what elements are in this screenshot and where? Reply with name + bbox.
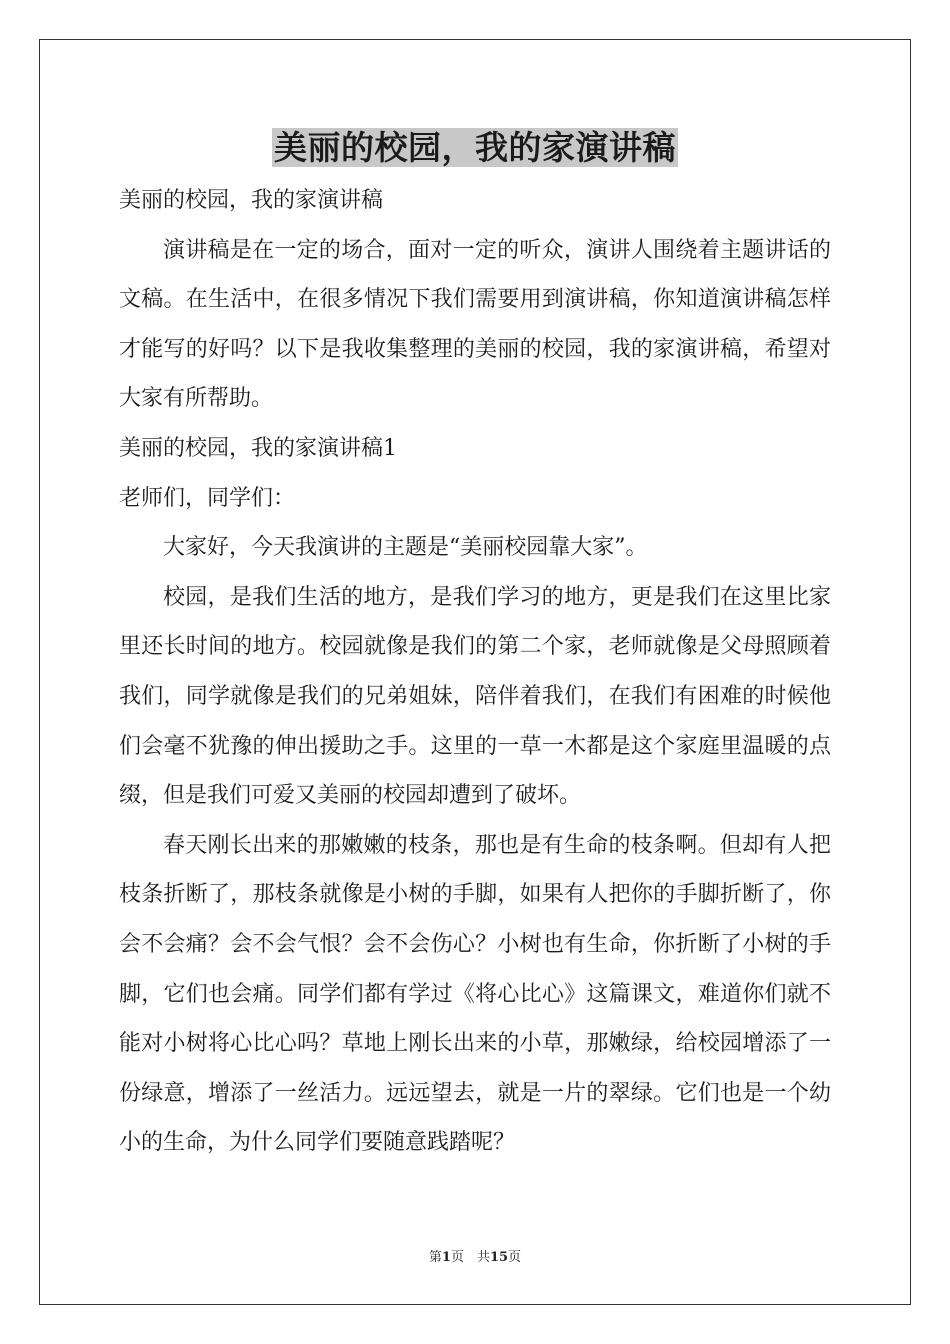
- section-heading: 美丽的校园，我的家演讲稿1: [119, 435, 397, 461]
- document-subtitle: 美丽的校园，我的家演讲稿: [119, 188, 384, 213]
- page-number-suffix: 页: [508, 1250, 522, 1265]
- body-paragraph-1: 校园，是我们生活的地方，是我们学习的地方，更是我们在这里比家里还长时间的地方。校园就像是我们的第二个家，老师就像是父母照顾着我们，同学就像是我们的兄弟姐妹，陪伴着我们，在我们有困难的时候他们会毫不犹豫的伸出援助之手。这里的一草一木都是这个家庭里温暖的点缀，但是我们可爱又美丽的校园却遭到了破坏。: [119, 584, 831, 809]
- page-number-prefix: 第: [428, 1250, 442, 1265]
- page-number-middle: 页 共: [450, 1250, 490, 1265]
- salutation: 老师们，同学们：: [119, 485, 296, 511]
- page-number-current: 1: [441, 1250, 451, 1265]
- body-paragraph-2: 春天刚长出来的那嫩嫩的枝条，那也是有生命的枝条啊。但却有人把枝条折断了，那枝条就像是小树的手脚，如果有人把你的手脚折断了，你会不会痛？会不会气恨？会不会伤心？小树也有生命，你折断了小树的手脚，它们也会痛。同学们都有学过《将心比心》这篇课文，难道你们就不能对小树将心比心吗？草地上刚长出来的小草，那嫩绿，给校园增添了一份绿意，增添了一丝活力。远远望去，就是一片的翠绿。它们也是一个幼小的生命，为什么同学们要随意践踏呢？: [119, 832, 831, 1156]
- document-title: [0, 124, 950, 172]
- document-title-text: 美丽的校园，我的家演讲稿: [274, 128, 676, 167]
- page-footer: [0, 1246, 950, 1265]
- intro-paragraph: 演讲稿是在一定的场合，面对一定的听众，演讲人围绕着主题讲话的文稿。在生活中，在很多情况下我们需要用到演讲稿，你知道演讲稿怎样才能写的好吗？以下是我收集整理的美丽的校园，我的家演讲稿，希望对大家有所帮助。: [119, 237, 831, 412]
- page-number-total: 15: [489, 1250, 509, 1265]
- greeting-paragraph: 大家好，今天我演讲的主题是“美丽校园靠大家”。: [163, 535, 648, 561]
- document-body: [119, 176, 831, 1168]
